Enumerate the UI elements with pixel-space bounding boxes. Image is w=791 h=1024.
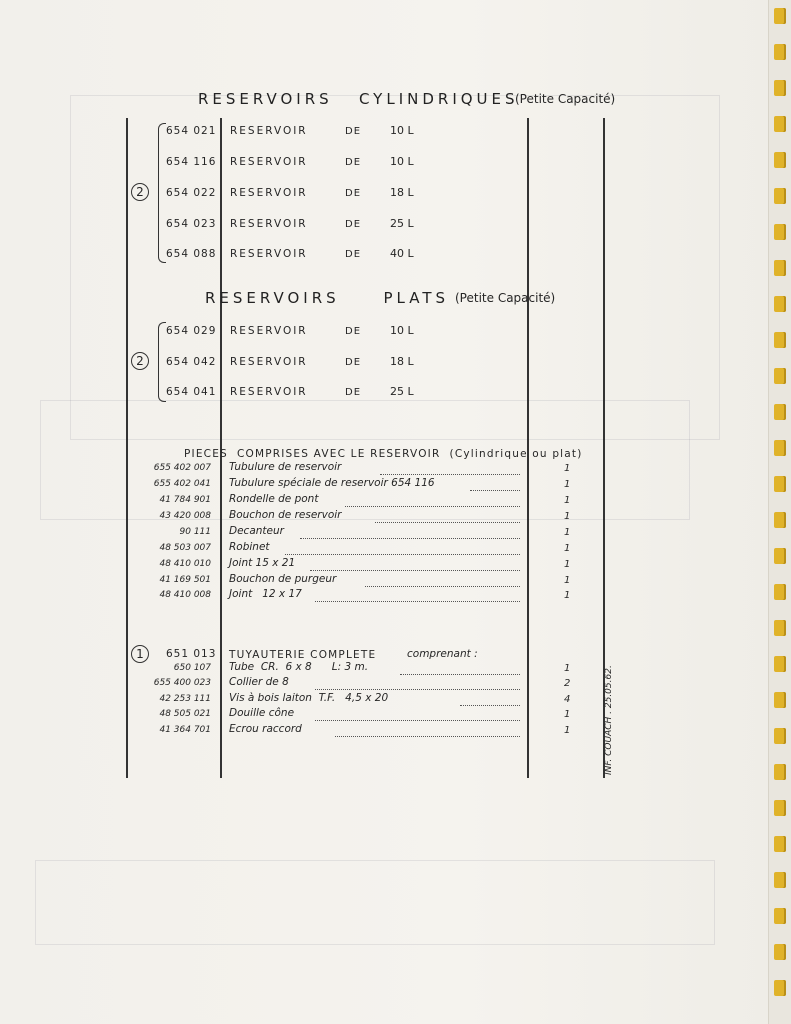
- tuyauterie-heading: TUYAUTERIE COMPLETE: [229, 649, 377, 661]
- section-title-flat: RESERVOIRS PLATS: [205, 289, 450, 307]
- binding-ring: [774, 692, 786, 708]
- binding-ring: [774, 296, 786, 312]
- group-circle-cylindrical: 2: [131, 183, 149, 201]
- binding-ring: [774, 332, 786, 348]
- binding-ring: [774, 548, 786, 564]
- group-circle-flat: 2: [131, 352, 149, 370]
- binding-ring: [774, 8, 786, 24]
- binding-ring: [774, 584, 786, 600]
- binding-ring: [774, 224, 786, 240]
- binding-ring: [774, 44, 786, 60]
- binding-ring: [774, 476, 786, 492]
- revision-stamp: INF. COUACH . 25.05.62.: [604, 665, 614, 775]
- binding-ring: [774, 836, 786, 852]
- spiral-binding: [768, 0, 791, 1024]
- binding-ring: [774, 620, 786, 636]
- binding-ring: [774, 944, 786, 960]
- binding-ring: [774, 440, 786, 456]
- binding-ring: [774, 404, 786, 420]
- catalog-page: RESERVOIRS CYLINDRIQUES (Petite Capacité) 2 654 021 RESERVOIR DE 10 L 654 116 RESERVOIR DE 10 L 654 022 RESERVOIR DE 18 L 654 023 RESERVOIR DE 25 L 654 088 RESERVOIR DE 40 L RESERVOIRS PLATS (Petite Capacité) 2 654 029 RESERVOIR DE 10 L 654 042 RESERVOIR DE 18 L 654 041 RESERVOIR DE 25 L PIECES COMPRISES AVEC LE RESERVOIR (Cylindrique ou plat) 655 402 007 Tubulure de reservoir 1 655 402 041 Tubulure spéciale de reservoir 654 116 1 41 784 901 Rondelle de pont 1 43 420 008 Bouchon de reservoir 1 90 111 Decanteur 1 48 503 007 Robinet 1 48 410 010 Joint 15 x 21 1 41 169 501 Bouchon de purgeur 1 48 410 008 Joint 12 x 17 1 1 651 013 TUYAUTERIE COMPLETE comprenant : 650 107 Tube CR. 6 x 8 L: 3 m. 1 655 400 023 Collier de 8 2 42 253 111 Vis à bois laiton T.F. 4,5 x 20 4 48 505 021 Douille cône 1 41 364 701 Ecrou raccord 1 INF. COUACH . 25.05.62.: [0, 0, 768, 1024]
- binding-ring: [774, 728, 786, 744]
- binding-ring: [774, 656, 786, 672]
- binding-ring: [774, 980, 786, 996]
- brace-flat: [158, 322, 166, 402]
- column-rule-left: [126, 118, 128, 778]
- binding-ring: [774, 80, 786, 96]
- binding-ring: [774, 800, 786, 816]
- group-circle-tuyauterie: 1: [131, 645, 149, 663]
- binding-ring: [774, 872, 786, 888]
- binding-ring: [774, 152, 786, 168]
- binding-ring: [774, 116, 786, 132]
- tuyauterie-heading-suffix: comprenant :: [407, 648, 478, 660]
- pieces-heading: PIECES COMPRISES AVEC LE RESERVOIR (Cylindrique ou plat): [184, 448, 583, 460]
- binding-ring: [774, 368, 786, 384]
- binding-ring: [774, 908, 786, 924]
- show-through-bottom-table: [35, 860, 715, 945]
- brace-cylindrical: [158, 123, 166, 263]
- binding-ring: [774, 188, 786, 204]
- tuyauterie-code: 651 013: [166, 648, 217, 660]
- section-title-cylindrical: RESERVOIRS CYLINDRIQUES: [198, 90, 519, 108]
- binding-ring: [774, 764, 786, 780]
- capacity-note-flat: (Petite Capacité): [455, 291, 556, 305]
- binding-ring: [774, 512, 786, 528]
- capacity-note-cylindrical: (Petite Capacité): [515, 92, 616, 106]
- binding-ring: [774, 260, 786, 276]
